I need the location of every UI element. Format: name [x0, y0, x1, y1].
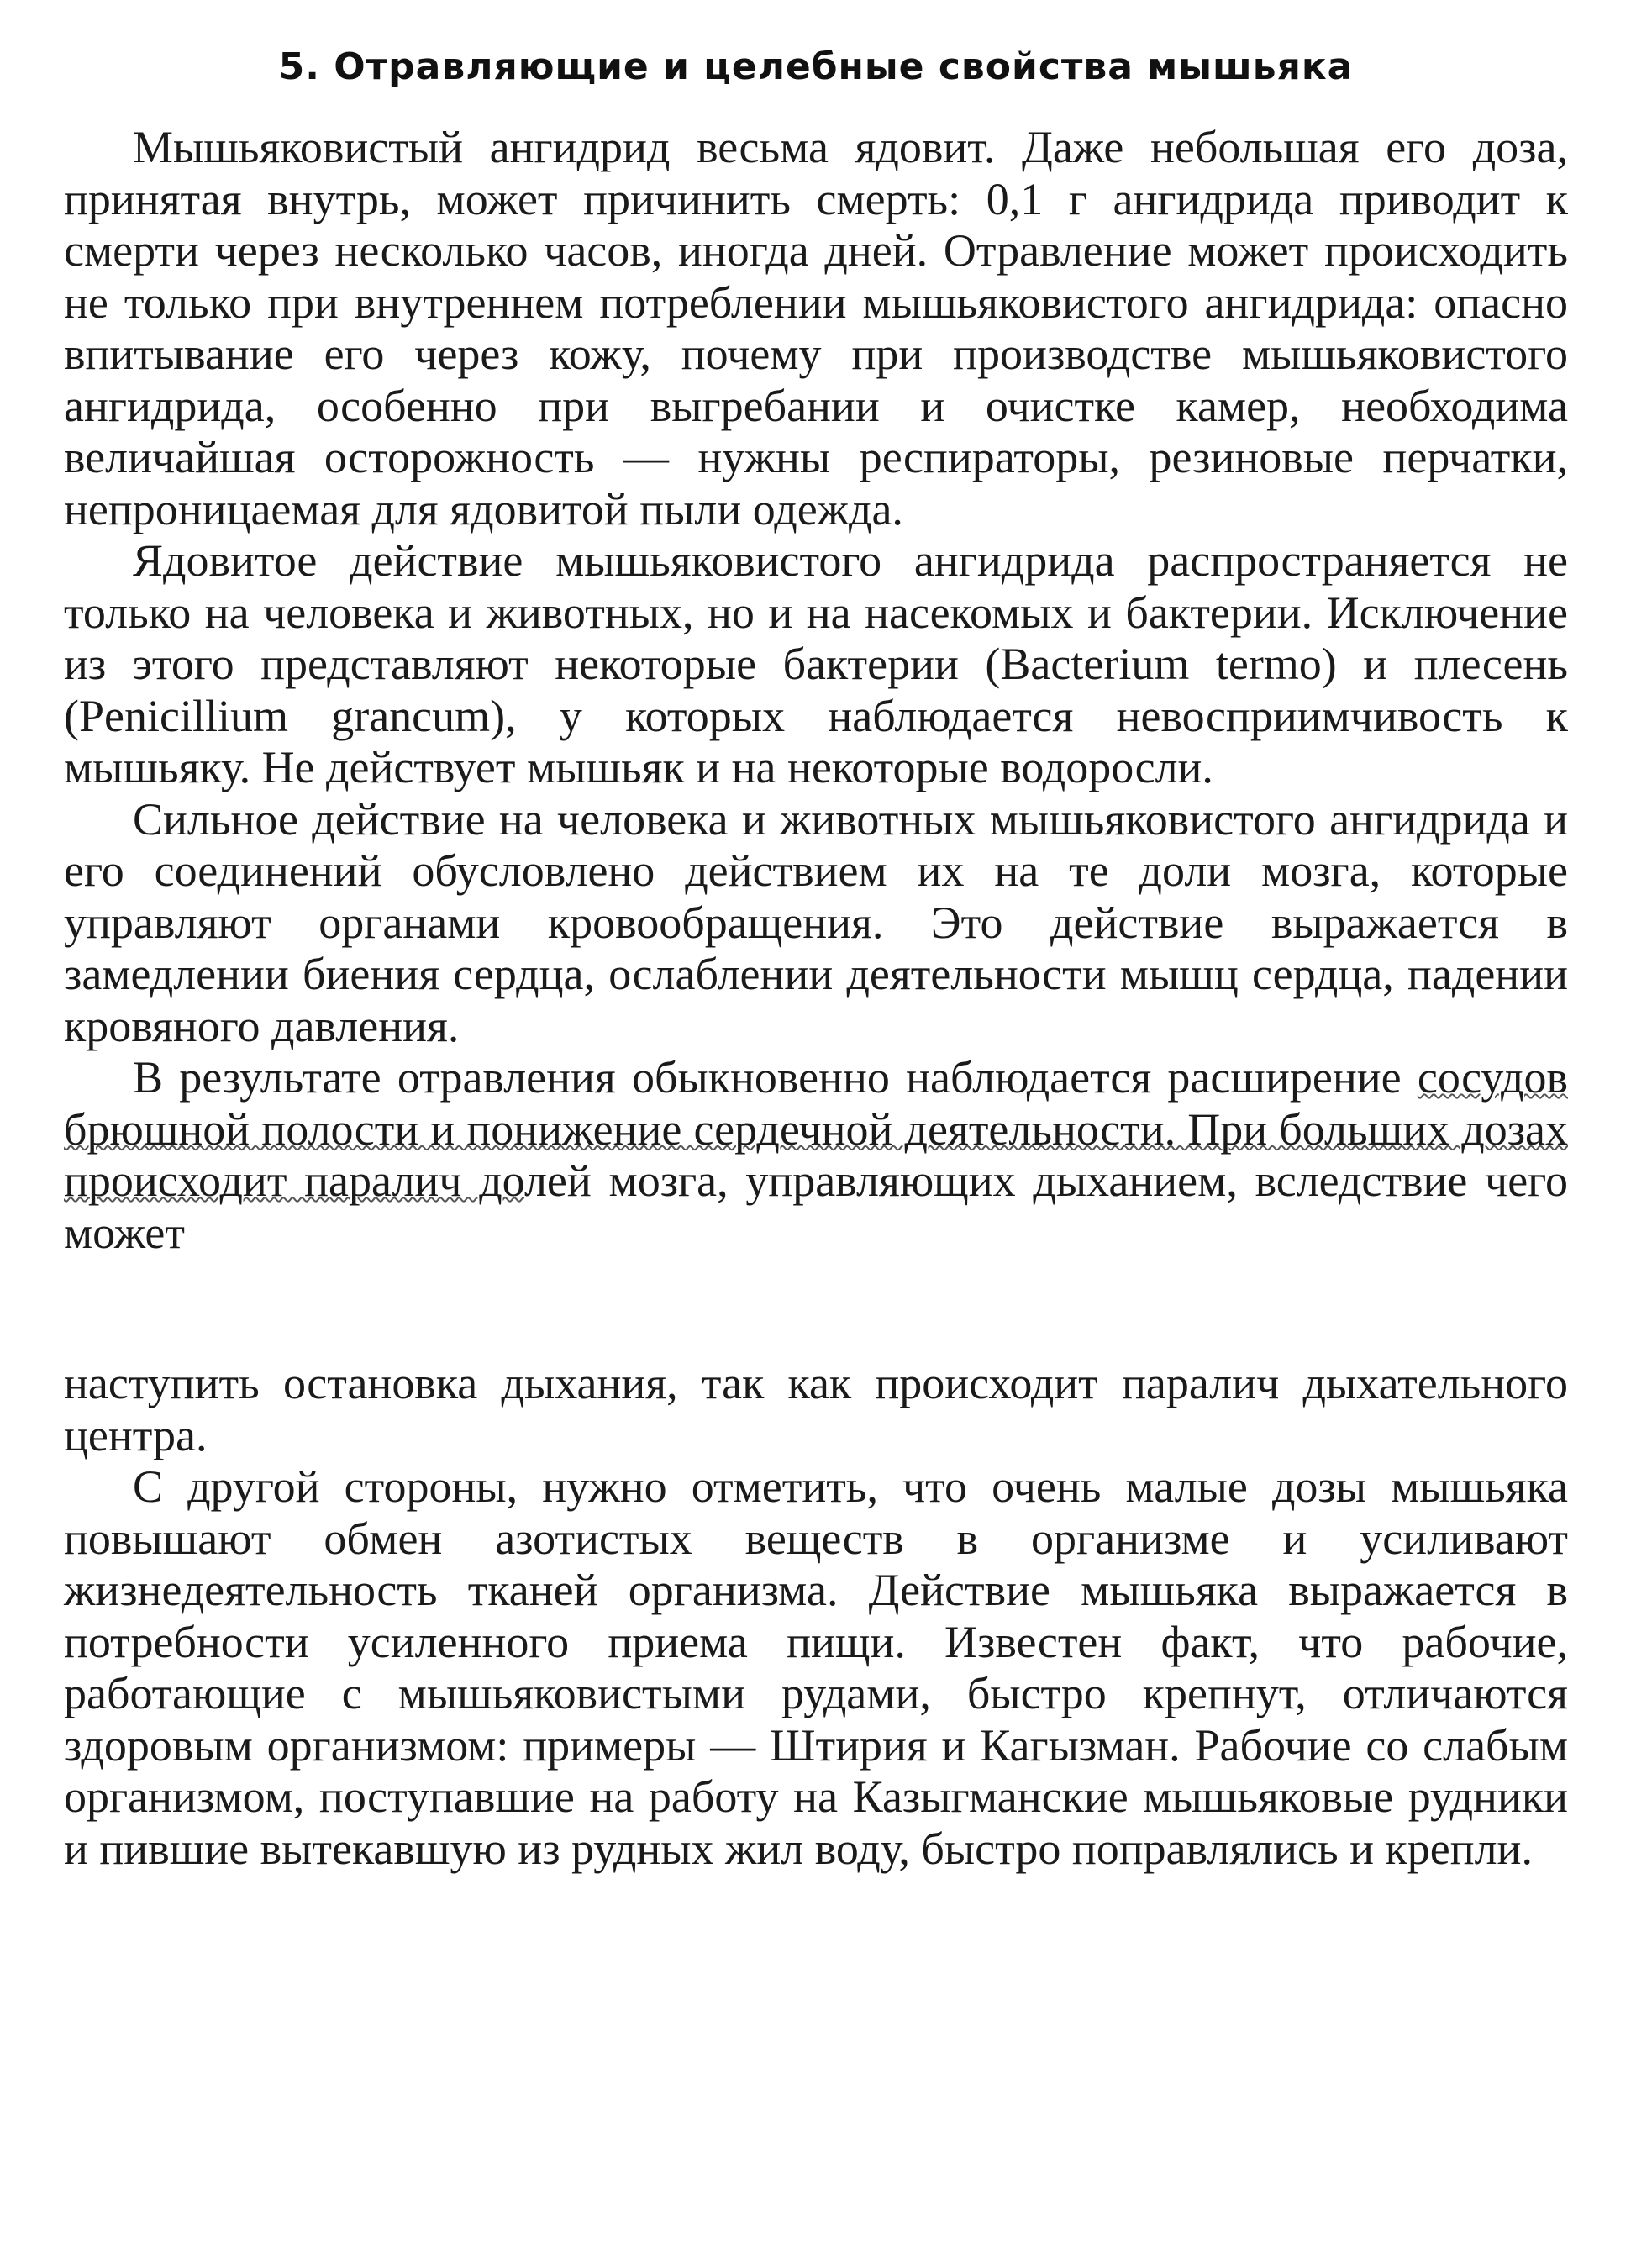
paragraph-4-end: лей мозга, управляющих дыханием, вследствие чего может [64, 1155, 1568, 1258]
paragraph-5: С другой стороны, нужно отметить, что очень малые дозы мышьяка повышают обмен азотистых веществ в организме и усиливают жизнедеятельность тканей организма. Действие мышьяка выражается в потребности усиленного приема пищи. Известен факт, что рабочие, работающие с мышьяковистыми рудами, быстро крепнут, отличаются здоровым организмом: примеры — Штирия и Кагызман. Рабочие со слабым организмом, поступавшие на работу на Казыгманские мышьяковые рудники и пившие вытекавшую из рудных жил воду, быстро поправлялись и крепли. [64, 1461, 1568, 1874]
page-gap [64, 1259, 1568, 1358]
paragraph-1: Мышьяковистый ангидрид весьма ядовит. Даже небольшая его доза, принятая внутрь, может причинить смерть: 0,1 г ангидрида приводит к смерти через несколько часов, иногда дней. Отравление может происходить не только при внутреннем потреблении мышьяковистого ангидрида: опасно впитывание его через кожу, почему при производстве мышьяковистого ангидрида, особенно при выгребании и очистке камер, необходима величайшая осторожность — нужны респираторы, резиновые перчатки, непроницаемая для ядовитой пыли одежда. [64, 122, 1568, 534]
document-page [64, 34, 1568, 1875]
paragraph-3: Сильное действие на человека и животных мышьяковистого ангидрида и его соединений обусловлено действием их на те доли мозга, которые управляют органами кровообращения. Это действие выражается в замедлении биения сердца, ослаблении деятельности мышц сердца, падении кровяного давления. [64, 793, 1568, 1051]
paragraph-4 [64, 1052, 1568, 1259]
paragraph-2: Ядовитое действие мышьяковистого ангидрида распространяется не только на человека и животных, но и на насекомых и бактерии. Исключение из этого представляют некоторые бактерии (Bacterium termo) и плесень (Penicillium grancum), у которых наблюдается невосприимчивость к мышьяку. Не действует мышьяк и на некоторые водоросли. [64, 535, 1568, 792]
section-title: 5. Отравляющие и целебные свойства мышьяка [278, 45, 1354, 88]
continuation-paragraph: наступить остановка дыхания, так как происходит паралич дыхательного центра. [64, 1358, 1568, 1460]
paragraph-4-start: В результате отравления обыкновенно наблюдается расширение [133, 1052, 1418, 1103]
underlined-passage: сосудов брюшной полости и понижение сердечной деятельности. При больших дозах происходит паралич до [64, 1052, 1568, 1206]
